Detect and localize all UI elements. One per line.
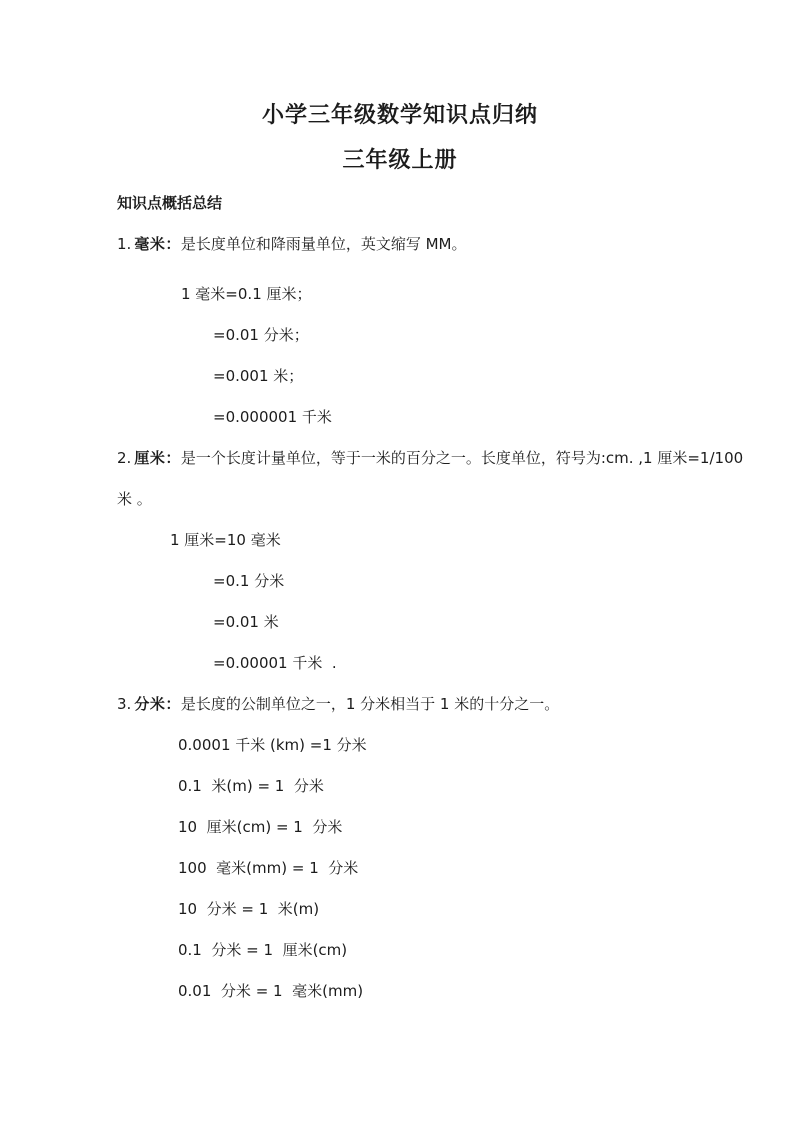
item-term: 厘米： [134,449,181,467]
conversion-line: =0.1 分米 [213,572,285,590]
conversion-line: 10 厘米(cm) = 1 分米 [178,818,343,836]
section-heading: 知识点概括总结 [117,194,223,212]
page-subtitle: 三年级上册 [342,148,458,173]
item-description: 是一个长度计量单位，等于一米的百分之一。长度单位，符号为:cm. ,1 厘米=1/100 [180,449,744,467]
item-number: 2. [117,449,132,467]
item-description: 是长度的公制单位之一，1 分米相当于 1 米的十分之一。 [180,695,560,713]
item-description: 是长度单位和降雨量单位，英文缩写 MM。 [180,235,467,253]
conversion-line: 0.1 米(m) = 1 分米 [178,777,324,795]
conversion-line: =0.001 米； [213,367,304,385]
item-term: 分米： [134,695,181,713]
conversion-line: =0.00001 千米 . [213,654,337,672]
definition-decimeter [117,684,683,725]
conversion-line: 0.0001 千米 (km) =1 分米 [178,736,367,754]
conversion-line: 0.1 分米 = 1 厘米(cm) [178,941,348,959]
definition-millimeter [117,224,683,265]
item-number: 3. [117,695,132,713]
conversion-line: 1 毫米=0.1 厘米； [181,285,312,303]
conversion-line: 1 厘米=10 毫米 [170,531,281,549]
conversion-line: =0.000001 千米 [213,408,332,426]
item-term: 毫米： [134,235,181,253]
conversion-line: =0.01 分米； [213,326,309,344]
item-number: 1. [117,235,132,253]
conversion-line: 0.01 分米 = 1 毫米(mm) [178,982,364,1000]
definition-centimeter [117,438,744,479]
conversion-line: 10 分米 = 1 米(m) [178,900,320,918]
definition-centimeter-wrap: 米 。 [117,490,152,508]
conversion-line: 100 毫米(mm) = 1 分米 [178,859,359,877]
page-title: 小学三年级数学知识点归纳 [261,103,538,128]
conversion-line: =0.01 米 [213,613,279,631]
